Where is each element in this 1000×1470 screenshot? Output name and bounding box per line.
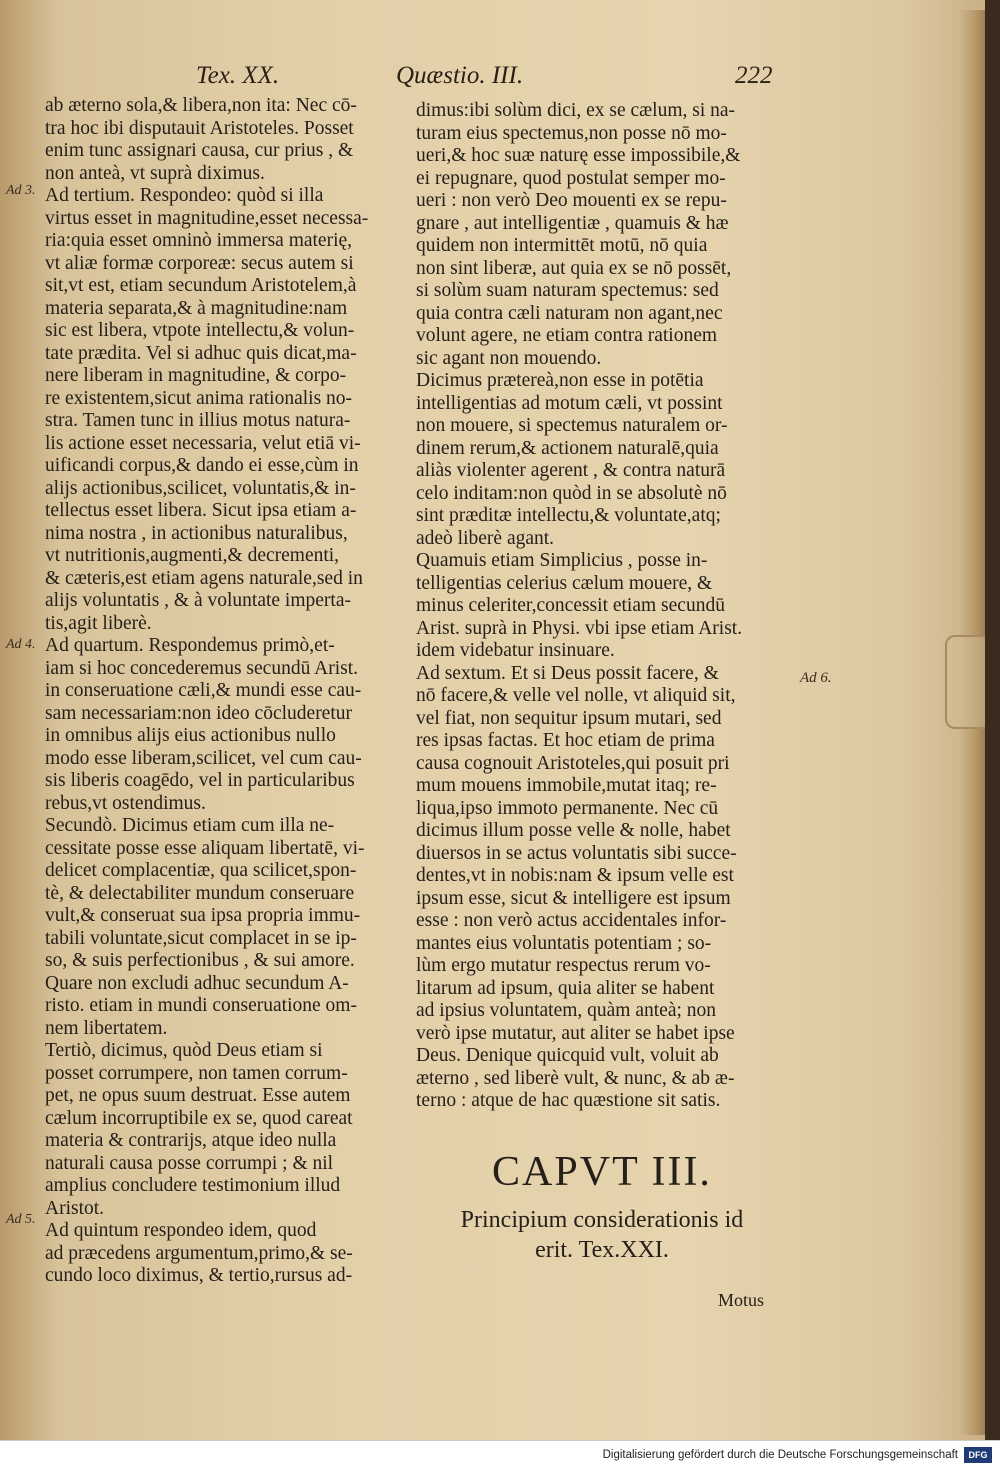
text-line: nō facere,& velle vel nolle, vt aliquid sit,	[416, 685, 736, 706]
text-line: alijs actionibus,scilicet, voluntatis,& in-	[45, 477, 356, 499]
text-line: stra. Tamen tunc in illius motus natura-	[45, 410, 351, 431]
text-line: & cæteris,est etiam agens naturale,sed in	[45, 567, 363, 589]
text-line: res ipsas factas. Et hoc etiam de prima	[416, 730, 715, 751]
text-line: tabili voluntate,sicut complacet in se ip-	[45, 927, 357, 949]
text-line: Ad tertium. Respondeo: quòd si illa	[45, 185, 324, 206]
text-line: materia separata,& à magnitudine:nam	[45, 297, 348, 319]
text-line: Tertiò, dicimus, quòd Deus etiam si	[45, 1040, 323, 1061]
text-line: vult,& conseruat sua ipsa propria immu-	[45, 905, 361, 926]
text-line: dicimus illum posse velle & nolle, habet	[416, 820, 731, 841]
text-line: vt nutritionis,augmenti,& decrementi,	[45, 545, 340, 566]
text-line: causa cognouit Aristoteles,qui posuit pri	[416, 752, 730, 774]
text-line: idem videbatur insinuare.	[416, 640, 615, 661]
text-line: vt aliæ formæ corporeæ: secus autem si	[45, 252, 354, 274]
text-line: iam si hoc concederemus secundū Arist.	[45, 657, 358, 679]
margin-note-ad3: Ad 3.	[6, 183, 36, 198]
text-line: rebus,vt ostendimus.	[45, 792, 206, 814]
text-line: non sint liberæ, aut quia ex se nō possēt,	[416, 257, 732, 279]
text-line: delicet complacentiæ, qua scilicet,spon-	[45, 860, 357, 881]
text-line: sint præditæ intellectu,& voluntate,atq;	[416, 505, 721, 526]
running-header	[0, 62, 960, 92]
text-line: re existentem,sicut anima rationalis no-	[45, 387, 353, 409]
text-line: Deus. Denique quicquid vult, voluit ab	[416, 1045, 719, 1066]
text-line: ab æterno sola,& libera,non ita: Nec cō-	[45, 95, 357, 116]
text-line: si solùm suam naturam spectemus: sed	[416, 280, 719, 301]
right-text-column	[416, 100, 788, 1113]
text-line: celo inditam:non quòd in se absolutè nō	[416, 482, 727, 504]
text-line: uificandi corpus,& dando ei esse,cùm in	[45, 455, 359, 476]
text-line: ad præcedens argumentum,primo,& se-	[45, 1242, 353, 1264]
text-line: tra hoc ibi disputauit Aristoteles. Posset	[45, 117, 354, 139]
text-line: tè, & delectabiliter mundum conseruare	[45, 882, 355, 904]
text-line: virtus esset in magnitudine,esset necessa-	[45, 207, 369, 229]
text-line: quidem non intermittēt motū, nō quia	[416, 235, 708, 256]
text-line: dimus:ibi solùm dici, ex se cælum, si na-	[416, 100, 736, 121]
text-line: enim tunc assignari causa, cur prius , &	[45, 140, 354, 161]
text-line: mantes eius voluntatis potentiam ; so-	[416, 932, 712, 954]
text-line: cessitate posse esse aliquam libertatē, vi-	[45, 837, 365, 859]
text-line: turam eius spectemus,non posse nō mo-	[416, 122, 727, 144]
text-line: volunt agere, ne etiam contra rationem	[416, 325, 718, 346]
footer-credit: Digitalisierung gefördert durch die Deutsche Forschungsgemeinschaft	[602, 1449, 958, 1461]
text-line: intelligentias ad motum cæli, vt possint	[416, 392, 723, 414]
text-line: adeò liberè agant.	[416, 527, 555, 549]
text-line: sic agant non mouendo.	[416, 347, 602, 369]
text-line: æterno , sed liberè vult, & nunc, & ab æ-	[416, 1067, 735, 1089]
text-line: posset corrumpere, non tamen corrum-	[45, 1062, 348, 1084]
text-line: vel fiat, non sequitur ipsum mutari, sed	[416, 707, 722, 729]
footer-bar	[0, 1440, 1000, 1470]
text-line: aliàs violenter agerent , & contra naturā	[416, 460, 726, 481]
text-line: Ad sextum. Et si Deus possit facere, &	[416, 662, 719, 684]
text-line: tellectus esset libera. Sicut ipsa etiam a-	[45, 500, 357, 521]
text-line: nem libertatem.	[45, 1017, 168, 1039]
page-tab-marker	[945, 635, 985, 729]
text-line: ria:quia esset omninò immersa materię,	[45, 230, 353, 251]
text-line: tis,agit liberè.	[45, 612, 152, 634]
text-line: litarum ad ipsum, quia aliter se habent	[416, 977, 715, 999]
text-line: lis actione esset necessaria, velut etiā vi-	[45, 432, 361, 454]
text-line: gnare , aut intelligentiæ , quamuis & hæ	[416, 212, 729, 234]
text-line: Quare non excludi adhuc secundum A-	[45, 972, 349, 994]
text-line: esse : non verò actus accidentales infor-	[416, 910, 727, 931]
text-line: telligentias celerius cælum mouere, &	[416, 572, 713, 594]
header-text-ref: Tex. XX.	[196, 62, 280, 89]
text-line: Dicimus prætereà,non esse in potētia	[416, 370, 704, 391]
margin-note-ad4: Ad 4.	[6, 637, 36, 652]
text-line: modo esse liberam,scilicet, vel cum cau-	[45, 747, 362, 769]
text-line: pet, ne opus suum destruat. Esse autem	[45, 1085, 351, 1106]
text-line: non anteà, vt suprà diximus.	[45, 162, 265, 184]
text-line: ueri : non verò Deo mouenti ex se repu-	[416, 190, 727, 211]
text-line: dentes,vt in nobis:nam & ipsum velle est	[416, 865, 734, 886]
text-line: terno : atque de hac quæstione sit satis.	[416, 1090, 721, 1111]
text-line: liqua,ipso immoto permanente. Nec cū	[416, 797, 719, 819]
margin-note-ad6: Ad 6.	[800, 670, 832, 686]
text-line: naturali causa posse corrumpi ; & nil	[45, 1152, 334, 1174]
header-question: Quæstio. III.	[396, 62, 524, 89]
text-line: Ad quartum. Respondemus primò,et-	[45, 635, 335, 656]
text-line: nere liberam in magnitudine, & corpo-	[45, 365, 347, 386]
catchword: Motus	[718, 1290, 765, 1310]
chapter-heading: CAPVT III.	[492, 1149, 712, 1195]
margin-note-ad5: Ad 5.	[6, 1212, 36, 1227]
text-line: materia & contrarijs, atque ideo nulla	[45, 1130, 337, 1151]
text-line: ueri,& hoc suæ naturę esse impossibile,&	[416, 145, 741, 166]
text-line: Quamuis etiam Simplicius , posse in-	[416, 550, 708, 571]
text-line: sic est libera, vtpote intellectu,& volun-	[45, 320, 355, 341]
text-line: in conseruatione cæli,& mundi esse cau-	[45, 680, 362, 701]
dfg-logo: DFG	[964, 1447, 992, 1463]
text-line: ei repugnare, quod postulat semper mo-	[416, 167, 726, 189]
chapter-subtitle	[416, 1205, 788, 1265]
text-line: nima nostra , in actionibus naturalibus,	[45, 522, 348, 544]
page-number: 222	[735, 62, 773, 89]
text-line: amplius concludere testimonium illud	[45, 1175, 341, 1196]
text-line: ipsum esse, sicut & intelligere est ipsum	[416, 887, 731, 909]
text-line: Ad quintum respondeo idem, quod	[45, 1220, 317, 1241]
text-line: so, & suis perfectionibus , & sui amore.	[45, 950, 355, 971]
text-line: quia contra cæli naturam non agant,nec	[416, 302, 723, 324]
text-line: ad ipsius voluntatem, quàm anteà; non	[416, 1000, 717, 1021]
text-line: diuersos in se actus voluntatis sibi succe-	[416, 842, 737, 864]
text-line: risto. etiam in mundi conseruatione om-	[45, 995, 357, 1016]
text-line: in omnibus alijs eius actionibus nullo	[45, 725, 336, 746]
chapter-subtitle-line-2: erit. Tex.XXI.	[535, 1237, 669, 1263]
text-line: non mouere, si spectemus naturalem or-	[416, 415, 728, 436]
text-line: sam necessariam:non ideo cōcluderetur	[45, 702, 353, 724]
chapter-subtitle-line-1: Principium considerationis id	[460, 1207, 744, 1233]
text-line: sis liberis coagēdo, vel in particularibus	[45, 770, 355, 791]
left-text-column	[45, 95, 400, 1288]
text-line: verò ipse mutatur, aut aliter se habet ipse	[416, 1022, 735, 1044]
text-line: lùm ergo mutatur respectus rerum vo-	[416, 955, 711, 976]
text-line: cælum incorruptibile ex se, quod careat	[45, 1107, 353, 1129]
text-line: alijs voluntatis , & à voluntate imperta-	[45, 590, 351, 611]
text-line: cundo loco diximus, & tertio,rursus ad-	[45, 1265, 353, 1286]
text-line: Secundò. Dicimus etiam cum illa ne-	[45, 815, 335, 836]
text-line: Arist. suprà in Physi. vbi ipse etiam Arist.	[416, 617, 743, 639]
text-line: Aristot.	[45, 1197, 105, 1219]
text-line: mum mouens immobile,mutat itaq; re-	[416, 775, 717, 796]
text-line: dinem rerum,& actionem naturalē,quia	[416, 437, 719, 459]
text-line: minus celeriter,concessit etiam secundū	[416, 595, 725, 616]
text-line: tate prædita. Vel si adhuc quis dicat,ma-	[45, 342, 357, 364]
text-line: sit,vt est, etiam secundum Aristotelem,à	[45, 275, 357, 296]
